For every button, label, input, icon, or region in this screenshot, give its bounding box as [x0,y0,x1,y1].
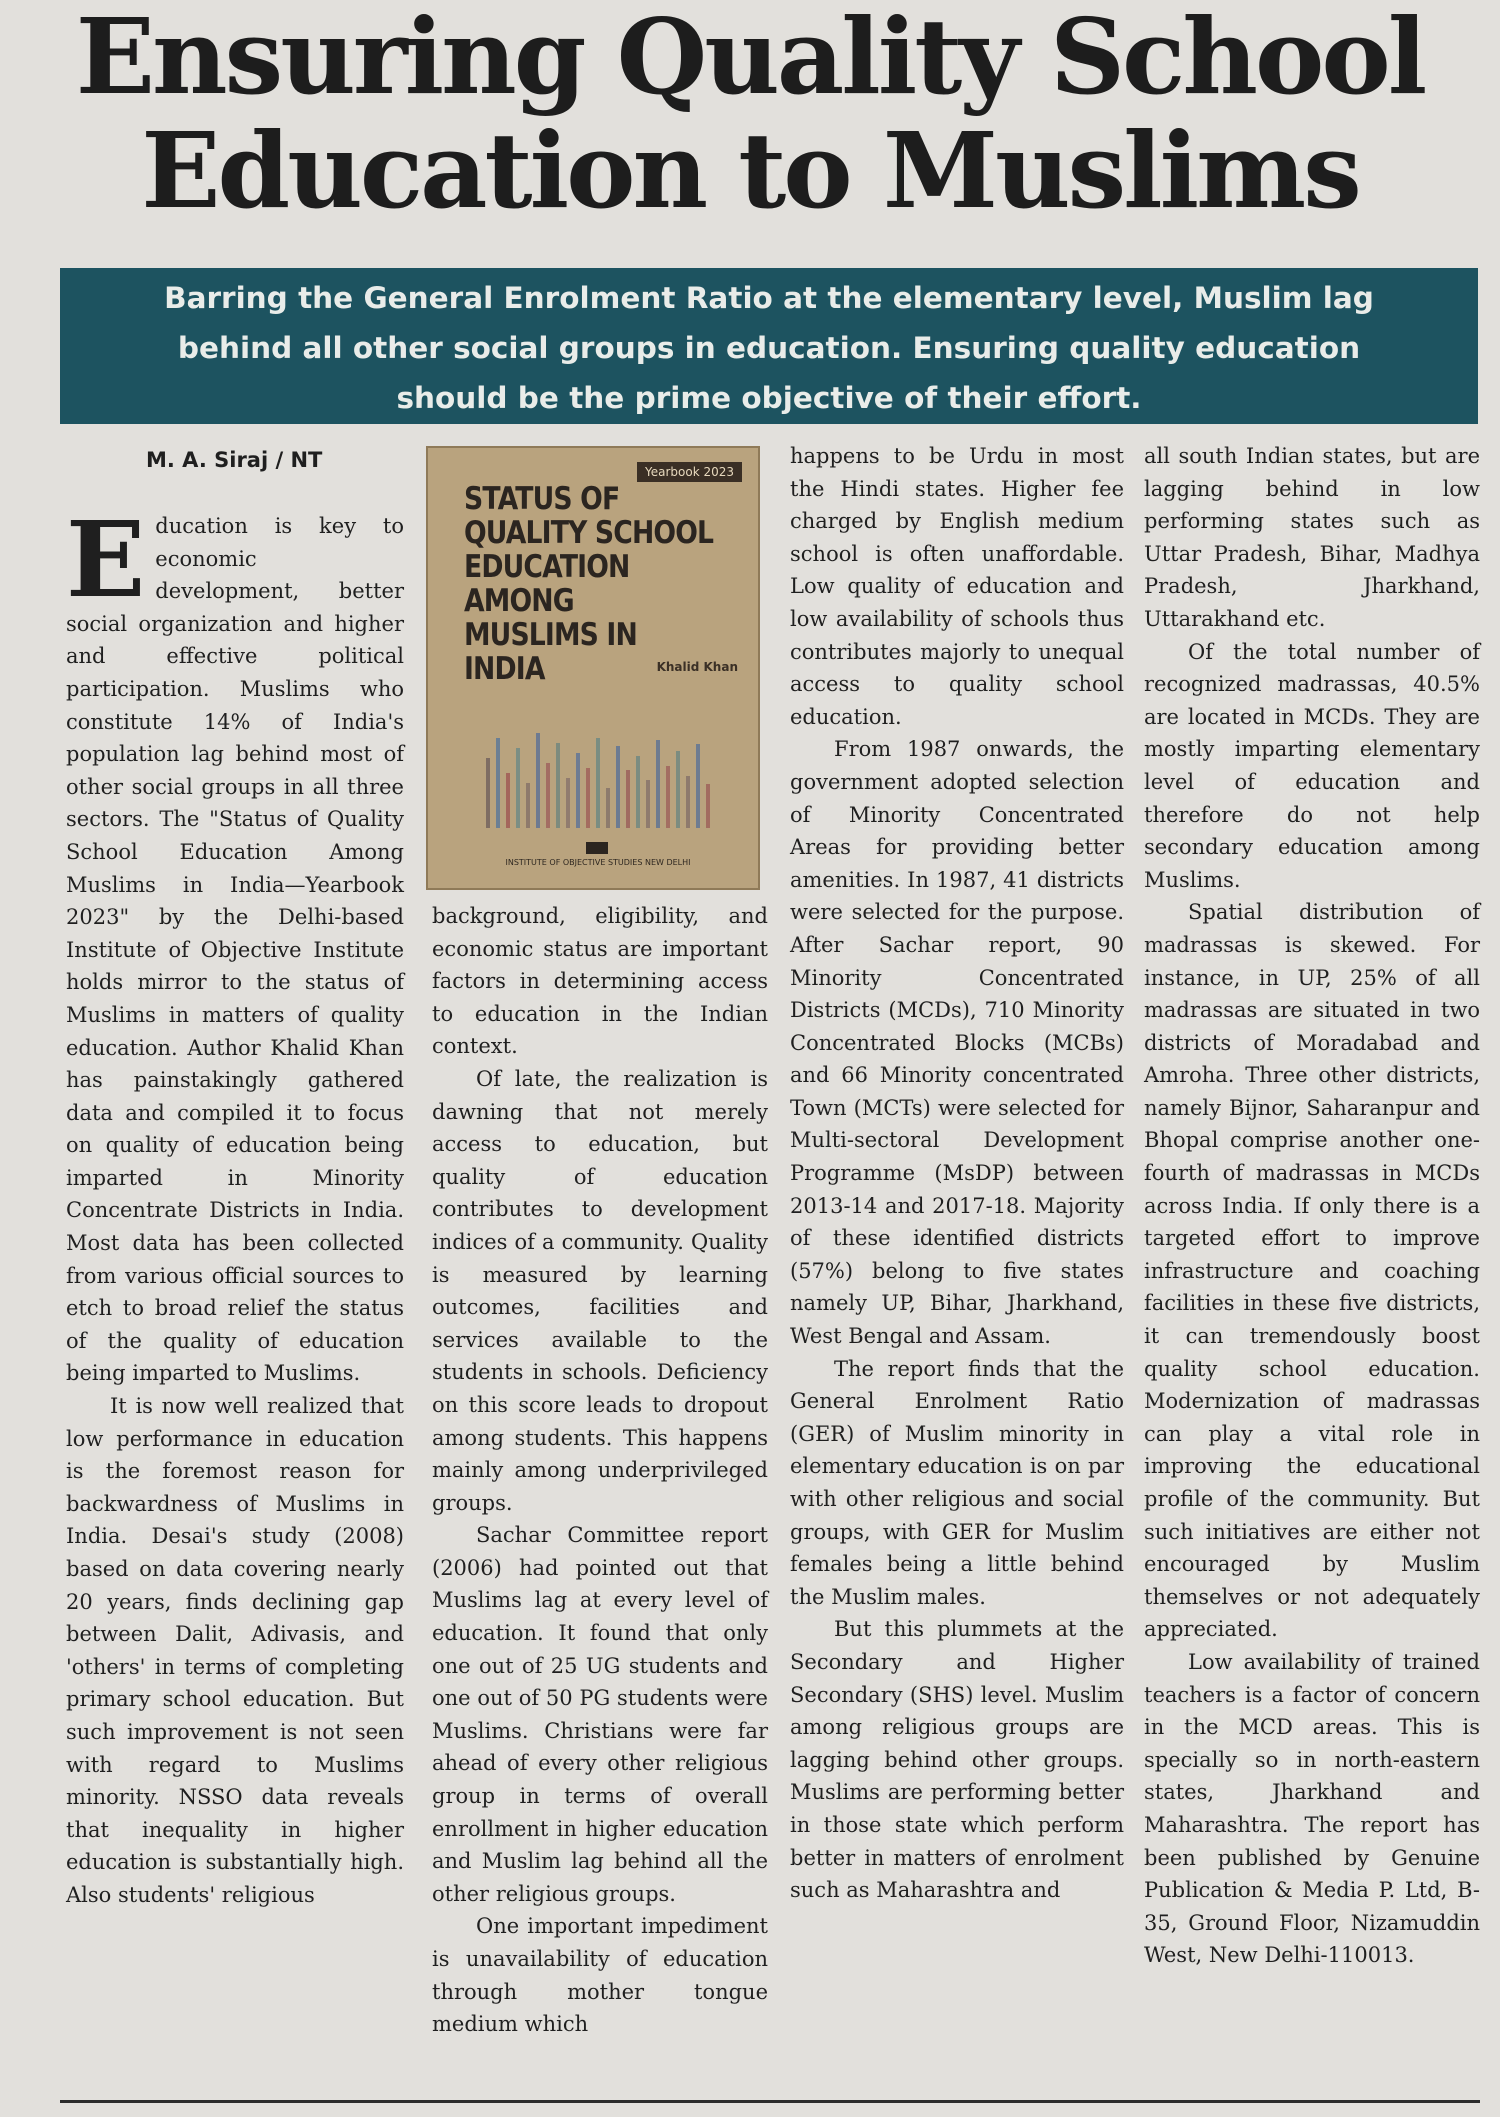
book-cover-image [426,446,760,890]
standfirst-banner [60,268,1478,424]
article-paragraph: Education is key to economic development, better social organization and higher and effective political participation. Muslims who constitute 14% of India's population lag behind most of other social groups in all three sectors. The "Status of Quality School Education Among Muslims in India—Yearbook 2023" by the Delhi-based Institute of Objective Institute holds mirror to the status of Muslims in matters of quality education. Author Khalid Khan has painstakingly gathered data and compiled it to focus on quality of education being imparted in Minority Concentrate Districts in India. Most data has been collected from various official sources to etch to broad relief the status of the quality of education being imparted to Muslims. [66,498,404,1386]
book-year-label: Yearbook 2023 [637,462,742,482]
book-title: STATUS OF QUALITY SCHOOL EDUCATION AMONG MUSLIMS IN INDIA [464,481,714,687]
article-paragraph: Of the total number of recognized madrassas, 40.5% are located in MCDs. They are mostly imparting elementary level of education and therefore do not help secondary education among Muslims. [1144,639,1480,892]
byline: M. A. Siraj / NT [146,448,323,472]
article-column-2 [432,900,768,2041]
book-author: Khalid Khan [656,660,738,674]
standfirst-line-1: Barring the General Enrolment Ratio at the elementary level, Muslim lag [164,281,1374,315]
bottom-rule [60,2100,1480,2103]
article-paragraph: The report finds that the General Enrolment Ratio (GER) of Muslim minority in elementary education is on par with other religious and social groups, with GER for Muslim females being a little behind the Muslim males. [790,1356,1124,1609]
standfirst-line-2: behind all other social groups in education. Ensuring quality education [177,331,1361,365]
headline-line-1: Ensuring Quality School [75,0,1425,118]
article-column-3 [790,440,1124,1907]
article-paragraph: Sachar Committee report (2006) had pointed out that Muslims lag at every level of education. It found that only one out of 25 UG students and one out of 50 PG students were Muslims. Christians were far ahead of every other religious group in terms of overall enrollment in higher education and Muslim lag behind all the other religious groups. [432,1523,768,1906]
article-column-4 [1144,440,1480,1972]
article-paragraph: Low availability of trained teachers is a factor of concern in the MCD areas. This is specially so in north-eastern states, Jharkhand and Maharashtra. The report has been published by Genuine Publication & Media P. Ltd, B-35, Ground Floor, Nizamuddin West, New Delhi-110013. [1144,1649,1480,1968]
article-paragraph: happens to be Urdu in most the Hindi states. Higher fee charged by English medium school is often unaffordable. Low quality of education and low availability of schools thus contributes majorly to unequal access to quality school education. [790,444,1124,729]
standfirst-line-3: should be the prime objective of their effort. [396,381,1142,415]
drop-cap: E [66,498,146,621]
article-paragraph: One important impediment is unavailability of education through mother tongue medium which [432,1914,768,2037]
article-column-1 [66,440,404,1912]
article-paragraph: background, eligibility, and economic status are important factors in determining access to education in the Indian context. [432,904,768,1059]
publisher-logo [586,842,608,854]
headline-line-2: Education to Muslims [141,109,1359,232]
article-paragraph: It is now well realized that low performance in education is the foremost reason for backwardness of Muslims in India. Desai's study (2008) based on data covering nearly 20 years, finds declining gap between Dalit, Adivasis, and 'others' in terms of completing primary school education. But such improvement is not seen with regard to Muslims minority. NSSO data reveals that inequality in higher education is substantially high. Also students' religious [66,1394,404,1907]
book-publisher: INSTITUTE OF OBJECTIVE STUDIES NEW DELHI [505,858,691,867]
article-paragraph: Spatial distribution of madrassas is skewed. For instance, in UP, 25% of all madrassas are situated in two districts of Moradabad and Amroha. Three other districts, namely Bijnor, Saharanpur and Bhopal comprise another one-fourth of madrassas in MCDs across India. If only there is a targeted effort to improve infrastructure and coaching facilities in these five districts, it can tremendously boost quality school education. Modernization of madrassas can play a vital role in improving the educational profile of the community. But such initiatives are either not encouraged by Muslim themselves or not adequately appreciated. [1144,900,1480,1642]
article-paragraph: But this plummets at the Secondary and Higher Secondary (SHS) level. Muslim among religious groups are lagging behind other groups. Muslims are performing better in those state which perform better in matters of enrolment such as Maharashtra and [790,1617,1124,1903]
article-paragraph: From 1987 onwards, the government adopted selection of Minority Concentrated Areas for providing better amenities. In 1987, 41 districts were selected for the purpose. After Sachar report, 90 Minority Concentrated Districts (MCDs), 710 Minority Concentrated Blocks (MCBs) and 66 Minority concentrated Town (MCTs) were selected for Multi-sectoral Development Programme (MsDP) between 2013-14 and 2017-18. Majority of these identified districts (57%) belong to five states namely UP, Bihar, Jharkhand, West Bengal and Assam. [790,737,1124,1349]
article-paragraph: all south Indian states, but are lagging behind in low performing states such as Uttar Pradesh, Bihar, Madhya Pradesh, Jharkhand, Uttarakhand etc. [1144,444,1480,631]
headline [60,0,1440,232]
article-paragraph: Of late, the realization is dawning that not merely access to education, but quality of education contributes to development indices of a community. Quality is measured by learning outcomes, facilities and services available to the students in schools. Deficiency on this score leads to dropout among students. This happens mainly among underprivileged groups. [432,1066,768,1515]
book-bar-graphic [478,718,718,828]
